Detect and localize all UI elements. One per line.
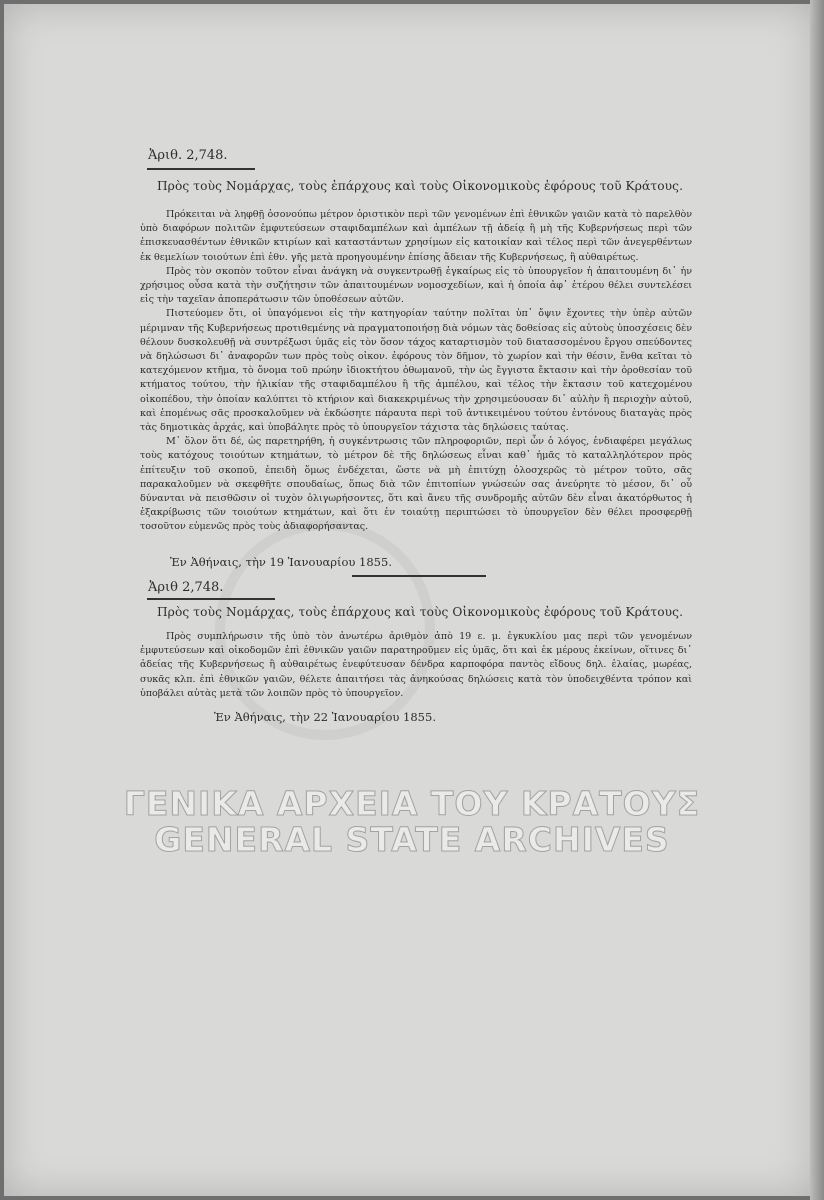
section-divider: [352, 575, 486, 577]
circular-heading: Πρὸς τοὺς Νομάρχας, τοὺς ἐπάρχους καὶ τοὺς Οἰκονομικοὺς ἐφόρους τοῦ Κράτους.: [156, 179, 684, 193]
archive-watermark-english: GENERAL STATE ARCHIVES: [154, 820, 670, 859]
circular-number: Ἀριθ 2,748.: [148, 580, 224, 595]
paragraph: Μ᾽ ὅλον ὅτι δέ, ὡς παρετηρήθη, ἡ συγκέντρωσις τῶν πληροφοριῶν, περὶ ὧν ὁ λόγος, ἐνδιαφέρει μεγάλως τοὺς κατόχους τοιούτων κτημάτων, τὸ μέτρον δὲ τῆς δηλώσεως εἶναι καθ᾽ ἡμᾶς τὸ καταλληλότερον πρὸς ἐπίτευξιν τοῦ σκοποῦ, ἐπειδὴ ὅμως ἐνδέχεται, ὥστε νὰ μὴ ἐπιτύχῃ ὁλοσχερῶς τὸ μέτρον τοῦτο, σᾶς παρακαλοῦμεν νὰ σκεφθῆτε σπουδαίως, ὅπως διὰ τῶν ἐπιτοπίων γνώσεών σας ἀνεύρητε τὸ μέσον, δι᾽ οὗ δύνανται νὰ πεισθῶσιν οἱ τυχὸν ὀλιγωρήσοντες, ὅτι καὶ ἄνευ τῆς συνδρομῆς αὐτῶν δὲν εἶναι ἀκατόρθωτος ἡ ἐξακρίβωσις τῶν τοιούτων κτημάτων, καὶ ὅτι ἐν τοιαύτῃ περιπτώσει τὸ ὑπουργεῖον δὲν θέλει προσφερθῇ τοσοῦτον εὐμενῶς πρὸς τοὺς ἀδιαφορήσαντας.: [140, 436, 692, 533]
archive-watermark-greek: ΓΕΝΙΚΑ ΑΡΧΕΙΑ ΤΟΥ ΚΡΑΤΟΥΣ: [123, 784, 701, 823]
paragraph: Πρὸς τὸν σκοπὸν τοῦτον εἶναι ἀνάγκη νὰ συγκεντρωθῇ ἐγκαίρως εἰς τὸ ὑπουργεῖον ἡ ἀπαιτουμένη δι᾽ ἡν χρήσιμος οὖσα κατὰ τὴν συζήτησιν τῶν ἀπαιτουμένων νομοσχεδίων, καὶ ἡ ὁποία ἀφ᾽ ἑτέρου θέλει συντελέσει εἰς τὴν ταχεῖαν ἀποπεράτωσιν τῶν ὑποθέσεων αὐτῶν.: [140, 265, 692, 306]
paragraph: Πρὸς συμπλήρωσιν τῆς ὑπὸ τὸν ἀνωτέρω ἀριθμὸν ἀπὸ 19 ε. μ. ἐγκυκλίου μας περὶ τῶν γενομένων ἐμφυτεύσεων καὶ οἰκοδομῶν ἐπὶ ἐθνικῶν γαιῶν παρατηροῦμεν εἰς ὑμᾶς, ὅτι καὶ ἐκ μέρους ἐκείνων, οἵτινες δι᾽ ἀδείας τῆς Κυβερνήσεως ἢ αὐθαιρέτως ἐνεφύτευσαν δένδρα καρποφόρα παντὸς εἴδους δηλ. ἐλαίας, μωρέας, συκᾶς κλπ. ἐπὶ ἐθνικῶν γαιῶν, θέλετε ἀπαιτήσει τὰς ἀνηκούσας δηλώσεις κατὰ τὸν ὑποδειχθέντα τρόπον καὶ ὑποβάλει αὐτὰς μετὰ τῶν λοιπῶν πρὸς τὸ ὑπουργεῖον.: [140, 631, 692, 699]
circular-heading: Πρὸς τοὺς Νομάρχας, τοὺς ἐπάρχους καὶ τοὺς Οἰκονομικοὺς ἐφόρους τοῦ Κράτους.: [156, 605, 684, 619]
dateline: Ἐν Ἀθήναις, τὴν 22 Ἰανουαρίου 1855.: [214, 710, 436, 724]
circular-text: [140, 208, 692, 535]
number-underline: [147, 168, 255, 170]
dateline: Ἐν Ἀθήναις, τὴν 19 Ἰανουαρίου 1855.: [170, 555, 392, 569]
number-underline: [147, 598, 275, 600]
circular-number: Ἀριθ. 2,748.: [148, 148, 228, 163]
circular-text: [140, 630, 692, 701]
paragraph: Πιστεύομεν ὅτι, οἱ ὑπαγόμενοι εἰς τὴν κατηγορίαν ταύτην πολῖται ὑπ᾽ ὄψιν ἔχοντες τὴν ὑπὲρ αὐτῶν μέριμναν τῆς Κυβερνήσεως προτιθεμένης νὰ πραγματοποιήσῃ διὰ νόμων τὰς δοθείσας εἰς αὐτοὺς ὑποσχέσεις δὲν θέλουν δυσκολευθῇ νὰ συντρέξωσι ὑμᾶς εἰς τὸν ὅσον τάχος καταρτισμὸν τοῦ διατασσομένου ἔργου σπεύδοντες νὰ δηλώσωσι δι᾽ ἀναφορῶν των πρὸς τοὺς οἰκον. ἐφόρους τὸν δῆμον, τὸ χωρίον καὶ τὴν θέσιν, ἔνθα κεῖται τὸ κατεχόμενον κτῆμα, τὸ ὄνομα τοῦ πρώην ἰδιοκτήτου ὀθωμανοῦ, τὴν ὡς ἔγγιστα ἔκτασιν καὶ τὴν ὁροθεσίαν τοῦ κτήματος τούτου, τὴν ἡλικίαν τῆς σταφιδαμπέλου ἢ τῆς ἀμπέλου, καὶ τέλος τὴν ἔκτασιν τοῦ κατεχομένου οἰκοπέδου, τὴν ὁποίαν καλύπτει τὸ κτήριον καὶ διακεκριμένως τὴν χρησιμεύουσαν δι᾽ αὐλὴν ἢ περιοχὴν αὐτοῦ, καὶ ἑπομένως σᾶς προσκαλοῦμεν νὰ ἐκδώσητε πάραυτα περὶ τοῦ ἀντικειμένου τούτου ἐντόνους διαταγὰς πρὸς τὰς δημοτικὰς ἀρχάς, καὶ ὑποβάλητε πρὸς τὸ ὑπουργεῖον τάχιστα τὰς δηλώσεις ταύτας.: [140, 308, 692, 434]
paragraph: Πρόκειται νὰ ληφθῇ ὁσονούπω μέτρον ὁριστικὸν περὶ τῶν γενομένων ἐπὶ ἐθνικῶν γαιῶν κατὰ τὸ παρελθὸν ὑπὸ διαφόρων πολιτῶν ἐμφυτεύσεων σταφιδαμπέλων καὶ ἀμπέλων τῇ ἀδείᾳ ἢ μὴ τῆς Κυβερνήσεως περὶ τῶν ἐπισκευασθέντων ἐθνικῶν κτιρίων καὶ καταστάντων χρησίμων εἰς κατοικίαν καὶ τέλος περὶ τῶν ἀνεγερθέντων ἐκ θεμελίων τοιούτων ἐπὶ ἐθν. γῆς μετὰ προηγουμένην ἐπίσης ἄδειαν τῆς Κυβερνήσεως, ἢ αὐθαιρέτως.: [140, 209, 692, 263]
